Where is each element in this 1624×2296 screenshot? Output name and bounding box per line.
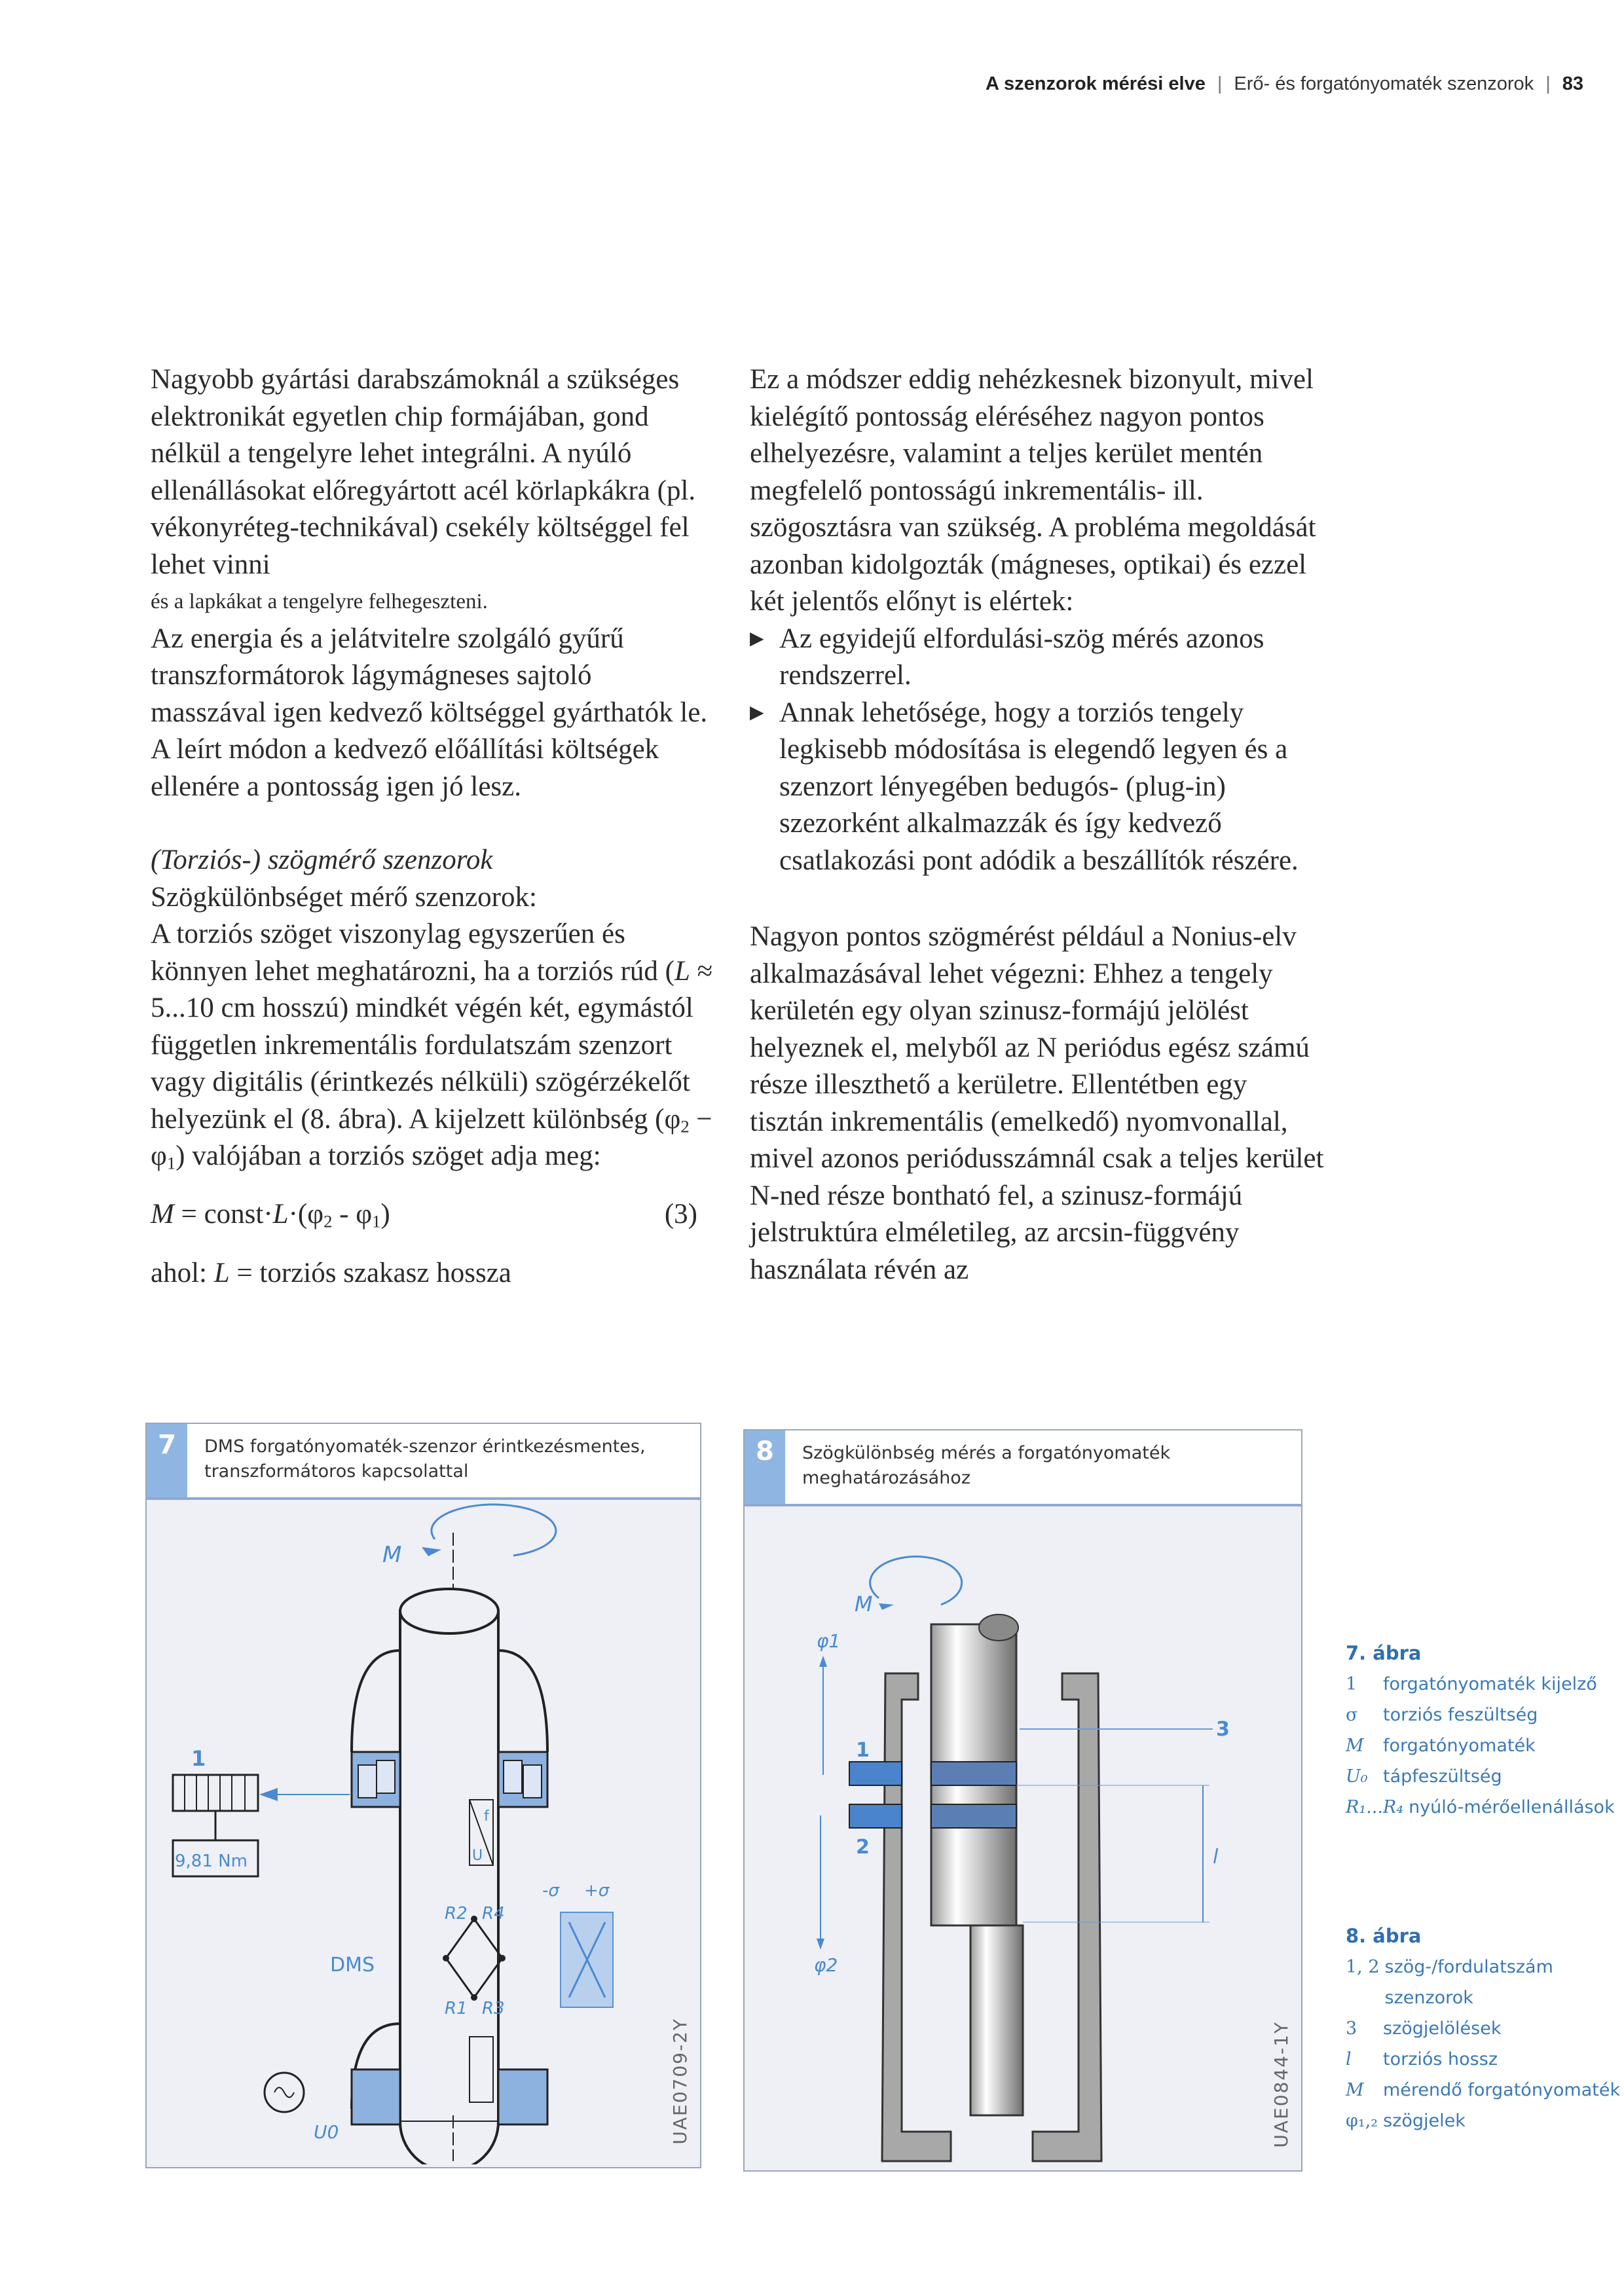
dms-sensor-diagram: [147, 1500, 700, 2164]
shaft-bottom: [400, 2122, 498, 2164]
figure-caption: DMS forgatónyomaték-szenzor érintkezésmentes, transzformátoros kapcsolattal: [204, 1436, 646, 1482]
torque-arrowhead: [422, 1547, 441, 1556]
legend-text: torziós hossz: [1383, 2049, 1498, 2069]
text: A torziós szöget viszonylag egyszerűen és könnyen lehet meghatározni, ha a torziós rúd (: [151, 919, 674, 987]
transformer-core-left: [352, 2069, 400, 2124]
label-minus-sigma: -σ: [542, 1881, 559, 1901]
label-phi2: φ2: [814, 1954, 838, 1976]
legend-symbol: φ₁,₂: [1346, 2111, 1378, 2131]
legend-text: szögjelek: [1383, 2111, 1466, 2131]
legend-item: [1346, 1792, 1615, 1823]
coil: [504, 1760, 522, 1793]
subscript: 2: [323, 1211, 333, 1231]
legend-text: mérendő forgatónyomaték: [1383, 2080, 1621, 2100]
legend-text: tápfeszültség: [1383, 1766, 1502, 1787]
shaft-top: [400, 1589, 498, 1633]
bridge-node: [471, 1994, 477, 2001]
label-U0: U0: [314, 2121, 339, 2143]
var-M: M: [151, 1198, 174, 1230]
label-1: 1: [856, 1739, 870, 1762]
angle-difference-diagram: [745, 1506, 1301, 2168]
bullet-triangle-icon: ▶: [750, 702, 764, 723]
legend-item: [1346, 1669, 1615, 1700]
figure-number-badge: 7: [147, 1424, 187, 1497]
legend-symbol: U₀: [1346, 1766, 1368, 1787]
bullet-item: [750, 621, 1326, 695]
legend-symbol: R₁...R₄: [1346, 1797, 1404, 1817]
text: ahol:: [151, 1258, 214, 1288]
text: - φ: [332, 1198, 373, 1230]
shaft-cut: [979, 1614, 1018, 1641]
phi1-arrowhead: [819, 1656, 827, 1667]
coil: [523, 1765, 542, 1798]
label-f: f: [484, 1808, 489, 1825]
spacer: [151, 805, 714, 842]
legend-item: [1346, 1761, 1615, 1792]
legend-figure-8: [1346, 1921, 1624, 2136]
label-M: M: [855, 1592, 873, 1616]
label-2: 2: [856, 1836, 870, 1859]
sensor-2: [849, 1804, 902, 1828]
coil: [377, 1760, 395, 1793]
bridge-node: [471, 1916, 477, 1922]
torque-arc: [870, 1557, 962, 1605]
legend-symbol: σ: [1346, 1705, 1358, 1725]
converter-ac: [470, 2037, 493, 2102]
bridge-node: [499, 1955, 506, 1961]
text: ≈ 5...10 cm hosszú) mindkét végén két, egymástól független inkrementális fordulatszám szenzort vagy digitális (érintkezés nélküli) szögérzékelőt helyezünk el (8. ábra). A kijelzett különbség (φ: [151, 955, 713, 1135]
legend-symbol: M: [1346, 2080, 1364, 2100]
paragraph: Az energia és a jelátvitelre szolgáló gyűrű transzformátorok lágymágneses sajtoló masszával igen kedvező költséggel gyárthatók le. A leírt módon a kedvező előállítási költségek ellenére a pontosság igen jó lesz.: [151, 623, 708, 802]
label-3: 3: [1216, 1718, 1230, 1741]
legend-item: [1346, 1700, 1615, 1730]
paragraph: [151, 916, 714, 1175]
figure-8-diagram: [745, 1506, 1301, 2170]
text: = const·: [174, 1198, 273, 1230]
legend-text: nyúló-mérőellenállások: [1409, 1797, 1615, 1817]
text: ): [380, 1198, 390, 1230]
spacer: [151, 1175, 714, 1196]
bullet-item: [750, 695, 1326, 880]
legend-symbol: 1: [1346, 1674, 1357, 1694]
label-phi1: φ1: [817, 1630, 841, 1652]
var-L: L: [674, 955, 690, 987]
text: ) valójában a torziós szöget adja meg:: [175, 1140, 601, 1171]
text: − φ: [151, 1103, 712, 1171]
header-subsection: Erő- és forgatónyomaték szenzorok: [1234, 73, 1534, 94]
header-divider: |: [1545, 73, 1551, 94]
legend-symbol: l: [1346, 2049, 1352, 2069]
left-column: [151, 361, 714, 1292]
transformer-core-right: [498, 2069, 547, 2124]
figure-8: [743, 1429, 1302, 2172]
paragraph: Ez a módszer eddig nehézkesnek bizonyult, mivel kielégítő pontosság eléréséhez nagyon pontos elhelyezésre, valamint a teljes kerület mentén megfelelő pontosságú inkrementális- ill. szögosztásra van szükség. A probléma megoldását azonban kidolgozták (mágneses, optikai) és ezzel két jelentős előnyt is elértek:: [750, 364, 1316, 617]
paragraph-text: Nagyobb gyártási darabszámoknál a szükséges elektronikát egyetlen chip formájában, gond nélkül a tengelyre lehet integrálni. A nyúló ellenállásokat előregyártott acél körlapkákra (pl. vékonyréteg-technikával) csekély költséggel fel lehet vinni: [151, 364, 696, 580]
figure-caption: Szögkülönbség mérés a forgatónyomaték meghatározásához: [802, 1443, 1171, 1488]
bridge-node: [443, 1955, 449, 1961]
label-R4: R4: [482, 1904, 505, 1923]
legend-symbol: M: [1346, 1736, 1364, 1756]
legend-figure-7: [1346, 1638, 1615, 1823]
label-R1: R1: [445, 1999, 468, 2018]
subheading: (Torziós-) szögmérő szenzorok: [151, 845, 493, 875]
label-l: l: [1213, 1846, 1219, 1868]
equation-3: [151, 1196, 697, 1233]
legend-text: szögjelölések: [1383, 2018, 1502, 2039]
legend-symbol: 1, 2: [1346, 1957, 1380, 1977]
legend-item: [1346, 2013, 1624, 2044]
signal-arrowhead: [259, 1788, 278, 1801]
legend-text: torziós feszültség: [1383, 1705, 1538, 1725]
paragraph: Nagyon pontos szögmérést például a Nonius-elv alkalmazásával lehet végezni: Ehhez a tengely kerületén egy olyan szinusz-formájú jelölést helyeznek el, melyből az N periódus egész számú része illeszthető a kerületre. Ellentétben egy tisztán inkrementális (emelkedő) nyomvonallal, mivel azonos periódusszámnál csak a teljes kerület N-ned része bontható fel, a szinusz-formájú jelstruktúra elméletileg, az arcsin-függvény használata révén az: [750, 921, 1324, 1285]
var-L: L: [272, 1198, 289, 1230]
legend-item: [1346, 2044, 1624, 2075]
legend-item: [1346, 2105, 1624, 2136]
transformer-yoke: [498, 1650, 547, 1752]
bullet-text: Annak lehetősége, hogy a torziós tengely legkisebb módosítása is elegendő legyen és a szenzort lényegében bedugós- (plug-in) szezorként alkalmazzák és így kedvező csatlakozási pont adódik a beszállítók részére.: [779, 697, 1299, 876]
right-column: [750, 361, 1326, 1288]
label-R2: R2: [445, 1904, 468, 1923]
page-number: 83: [1562, 73, 1583, 94]
text: = torziós szakasz hossza: [229, 1258, 511, 1288]
shaft-lower: [970, 1925, 1023, 2115]
sensor-1: [849, 1762, 902, 1785]
figure-caption-bar: [745, 1430, 1301, 1506]
legend-text: forgatónyomaték: [1383, 1736, 1536, 1756]
spacer: [750, 879, 1326, 919]
legend-text: forgatónyomaték kijelző: [1383, 1674, 1597, 1694]
transformer-yoke: [352, 1650, 400, 1752]
header-section: A szenzorok mérési elve: [986, 73, 1206, 94]
figure-code: UAE0844-1Y: [1270, 2021, 1292, 2148]
coil: [358, 1765, 377, 1798]
label-R3: R3: [482, 1999, 505, 2018]
torque-arc: [432, 1504, 556, 1556]
legend-text: szög-/fordulatszám szenzorok: [1384, 1957, 1553, 2008]
legend-title: 8. ábra: [1346, 1925, 1422, 1947]
legend-item: [1346, 1952, 1624, 2013]
label-1: 1: [191, 1746, 206, 1771]
bullet-text: Az egyidejű elfordulási-szög mérés azonos rendszerrel.: [779, 623, 1264, 691]
torque-arrowhead: [879, 1603, 894, 1610]
header-divider: |: [1217, 73, 1223, 94]
phi2-arrowhead: [817, 1939, 824, 1950]
figure-caption-bar: [147, 1424, 700, 1500]
figure-7: [145, 1423, 701, 2168]
subscript: 1: [372, 1211, 381, 1231]
paragraph-intro: Szögkülönbséget mérő szenzorok:: [151, 881, 537, 913]
running-header: [986, 73, 1583, 95]
angle-marking: [931, 1762, 1016, 1785]
var-L: L: [213, 1258, 230, 1288]
label-U: U: [472, 1848, 483, 1864]
equation-number: (3): [664, 1198, 697, 1230]
paragraph: [151, 361, 714, 583]
bullet-triangle-icon: ▶: [750, 628, 764, 649]
legend-symbol: 3: [1346, 2018, 1357, 2039]
legend-title: 7. ábra: [1346, 1642, 1422, 1664]
figure-7-diagram: [147, 1500, 700, 2167]
label-plus-sigma: +σ: [584, 1881, 610, 1901]
text: ·(φ: [288, 1198, 324, 1230]
paragraph-small: és a lapkákat a tengelyre felhegeszteni.: [151, 590, 488, 613]
sine-wave-icon: [274, 2088, 294, 2098]
figure-number-badge: 8: [745, 1430, 785, 1504]
where-clause: [151, 1255, 714, 1292]
legend-item: [1346, 1730, 1615, 1761]
subscript: 2: [680, 1116, 690, 1137]
equation-body: [151, 1196, 390, 1233]
spacer: [151, 1233, 714, 1255]
label-M: M: [382, 1542, 402, 1568]
subscript: 1: [166, 1153, 176, 1173]
label-DMS: DMS: [330, 1954, 375, 1977]
sensor-housing-right: [1033, 1673, 1101, 2161]
legend-item: [1346, 2075, 1624, 2105]
figure-code: UAE0709-2Y: [669, 2018, 691, 2145]
angle-marking: [931, 1804, 1016, 1828]
torque-display-value: 9,81 Nm: [175, 1851, 248, 1871]
